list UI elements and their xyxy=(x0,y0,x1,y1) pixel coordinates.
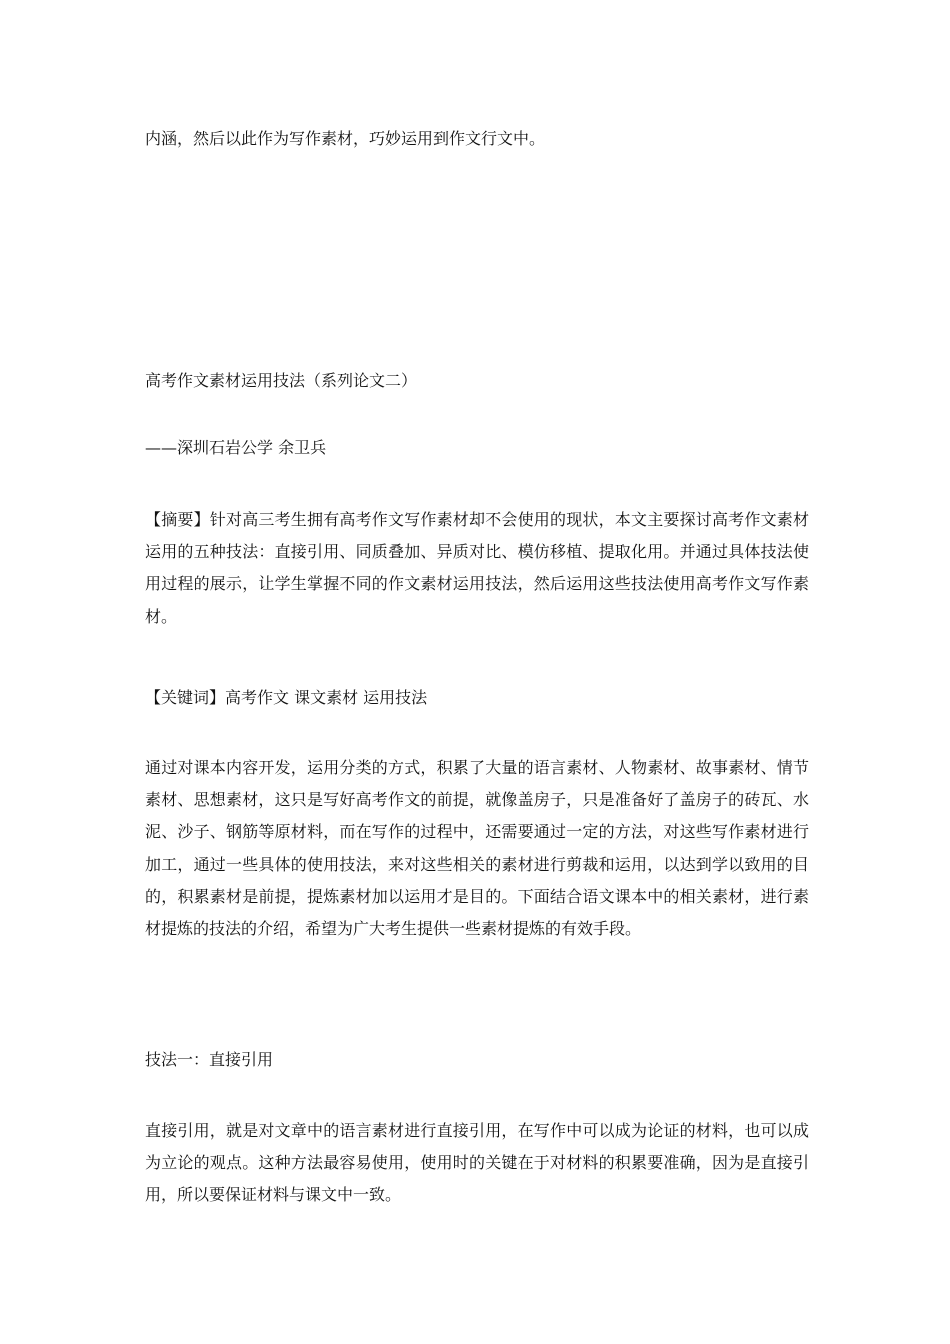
paper-title: 高考作文素材运用技法（系列论文二） xyxy=(145,371,418,390)
continuation-text: 内涵，然后以此作为写作素材，巧妙运用到作文行文中。 xyxy=(145,129,546,148)
abstract-paragraph: 【摘要】针对高三考生拥有高考作文写作素材却不会使用的现状，本文主要探讨高考作文素材运用的五种技法：直接引用、同质叠加、异质对比、模仿移植、提取化用。并通过具体技法使用过程的展示，让学生掌握不同的作文素材运用技法，然后运用这些技法使用高考作文写作素材。 xyxy=(145,510,809,626)
intro-paragraph: 通过对课本内容开发，运用分类的方式，积累了大量的语言素材、人物素材、故事素材、情节素材、思想素材，这只是写好高考作文的前提，就像盖房子，只是准备好了盖房子的砖瓦、水泥、沙子、钢筋等原材料，而在写作的过程中，还需要通过一定的方法，对这些写作素材进行加工，通过一些具体的使用技法，来对这些相关的素材进行剪裁和运用，以达到学以致用的目的，积累素材是前提，提炼素材加以运用才是目的。下面结合语文课本中的相关素材，进行素材提炼的技法的介绍，希望为广大考生提供一些素材提炼的有效手段。 xyxy=(145,758,809,939)
author-line: ——深圳石岩公学 余卫兵 xyxy=(145,438,327,457)
keywords-line: 【关键词】高考作文 课文素材 运用技法 xyxy=(145,688,428,707)
section-paragraph: 直接引用，就是对文章中的语言素材进行直接引用，在写作中可以成为论证的材料，也可以成为立论的观点。这种方法最容易使用，使用时的关键在于对材料的积累要准确，因为是直接引用，所以要保证材料与课文中一致。 xyxy=(145,1121,809,1205)
section-heading: 技法一：直接引用 xyxy=(145,1050,274,1069)
